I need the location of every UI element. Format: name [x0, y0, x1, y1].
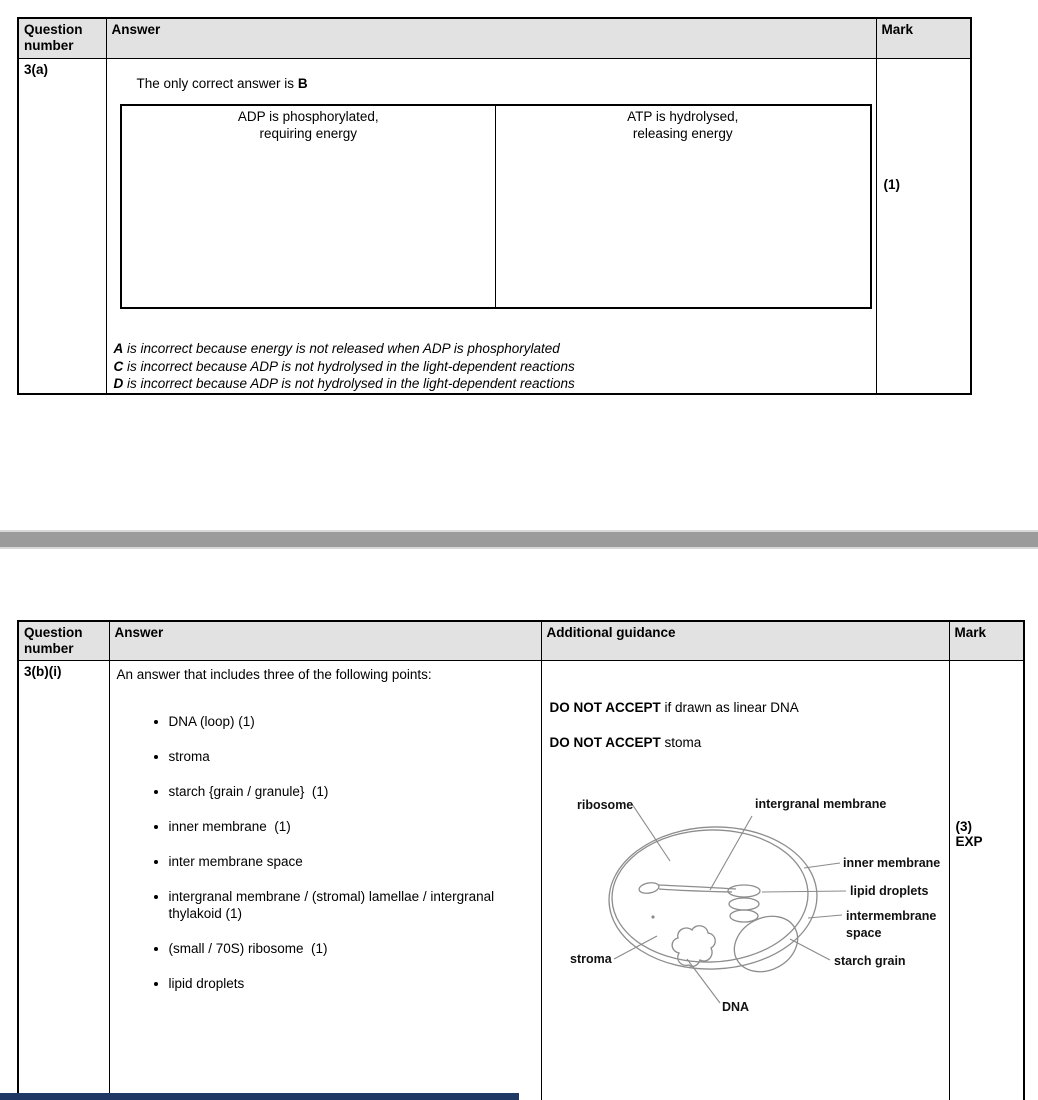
point-inter-membrane-space: • inter membrane space	[169, 853, 499, 870]
explanation-c-text: is incorrect because ADP is not hydrolysed in the light-dependent reactions	[123, 358, 575, 374]
table1-header-question: Question number	[18, 18, 106, 59]
dna-pointer-line	[687, 959, 720, 1003]
inner-membrane-pointer-line	[804, 863, 840, 868]
label-lipid-droplets: lipid droplets	[849, 884, 928, 898]
answer-options-table	[120, 104, 872, 309]
guidance-bold-1: DO NOT ACCEPT	[549, 700, 661, 715]
guidance-line-linear-dna	[550, 700, 949, 716]
ribosome-dot-shape	[651, 915, 654, 918]
option-adp-line2: requiring energy	[259, 126, 358, 141]
explanation-a-text: is incorrect because energy is not released when ADP is phosphorylated	[123, 341, 560, 356]
correct-answer-text: The only correct answer is	[136, 76, 298, 91]
label-intergranal-membrane: intergranal membrane	[754, 797, 886, 811]
explanation-d	[114, 375, 876, 393]
bottom-accent-bar	[0, 1093, 519, 1100]
option-atp-cell	[496, 105, 871, 308]
label-dna: DNA	[721, 1000, 749, 1014]
explanation-a-letter: A	[113, 341, 124, 356]
label-intermembrane: intermembrane	[845, 909, 936, 923]
option-atp-line2: releasing energy	[632, 126, 733, 141]
label-starch-grain: starch grain	[833, 954, 906, 968]
guidance-cell-3bi	[541, 661, 949, 1100]
point-inner-membrane: • inner membrane (1)	[169, 818, 499, 835]
mark-exp-tag: EXP	[955, 834, 983, 849]
chloroplast-outer-membrane-shape	[606, 823, 819, 972]
question-number-3bi: 3(b)(i)	[18, 661, 109, 1100]
table2-header-mark: Mark	[949, 621, 1024, 661]
explanation-a	[114, 340, 876, 358]
correct-answer-letter: B	[297, 76, 308, 91]
explanation-d-text: is incorrect because ADP is not hydrolysed in the light-dependent reactions	[123, 376, 575, 391]
lipid-droplet-shape-1	[728, 885, 760, 897]
label-stroma: stroma	[569, 952, 612, 966]
explanation-c	[114, 358, 876, 376]
mark-value-3bi	[949, 661, 1024, 1100]
option-adp-line1: ADP is phosphorylated,	[237, 109, 379, 124]
starch-grain-pointer-line	[790, 939, 830, 960]
intergranal-lamella-line	[659, 885, 736, 889]
table2-header-question: Question number	[18, 621, 109, 661]
point-starch: • starch {grain / granule} (1)	[169, 783, 499, 800]
table2-header-guidance: Additional guidance	[541, 621, 949, 661]
point-dna: • DNA (loop) (1)	[169, 713, 499, 730]
table2-header-answer: Answer	[109, 621, 541, 661]
question-3bi-table	[17, 620, 1025, 1100]
point-lipid-droplets: • lipid droplets	[169, 975, 499, 992]
starch-grain-shape	[724, 906, 807, 983]
option-atp-line1: ATP is hydrolysed,	[627, 109, 739, 124]
answer-intro-line: An answer that includes three of the following points:	[116, 667, 432, 682]
incorrect-explanations	[114, 340, 876, 393]
table1-header-answer: Answer	[106, 18, 876, 59]
table1-header-row	[18, 18, 971, 59]
lamella-end-vesicle-shape	[638, 881, 659, 894]
explanation-d-letter: D	[113, 376, 124, 391]
mark-value-3a: (1)	[876, 59, 971, 394]
table2-row-3bi	[18, 661, 1024, 1100]
dna-loop-shape	[672, 926, 715, 967]
table1-header-mark: Mark	[876, 18, 971, 59]
lipid-droplet-shape-3	[730, 910, 758, 922]
explanation-c-letter: C	[113, 358, 124, 374]
intergranal-lamella-line2	[659, 889, 732, 892]
answer-cell-3bi	[109, 661, 541, 1100]
correct-answer-line	[137, 76, 876, 92]
table1-row-3a	[18, 59, 971, 394]
guidance-bold-2: DO NOT ACCEPT	[549, 735, 661, 750]
point-ribosome: • (small / 70S) ribosome (1)	[169, 940, 499, 957]
chloroplast-diagram	[558, 789, 950, 1024]
option-adp-cell	[121, 105, 496, 308]
guidance-line-stoma	[550, 735, 949, 751]
mark-points: (3)	[955, 819, 972, 834]
answer-cell-3a	[106, 59, 876, 394]
table2-header-row	[18, 621, 1024, 661]
point-intergranal-membrane: • intergranal membrane / (stromal) lamellae / intergranal thylakoid (1)	[169, 888, 499, 922]
label-ribosome: ribosome	[576, 798, 633, 812]
question-3a-table	[17, 17, 972, 395]
label-inner-membrane: inner membrane	[842, 856, 940, 870]
label-intermembrane-space: space	[845, 926, 881, 940]
guidance-text-2: stoma	[660, 735, 702, 750]
lipid-droplet-shape-2	[729, 898, 759, 910]
guidance-text-1: if drawn as linear DNA	[660, 700, 799, 715]
question-number-3a: 3(a)	[18, 59, 106, 394]
answer-points-list	[117, 713, 499, 992]
point-stroma: • stroma	[169, 748, 499, 765]
page-divider-bar	[0, 530, 1038, 549]
lipid-droplets-pointer-line	[762, 891, 846, 892]
